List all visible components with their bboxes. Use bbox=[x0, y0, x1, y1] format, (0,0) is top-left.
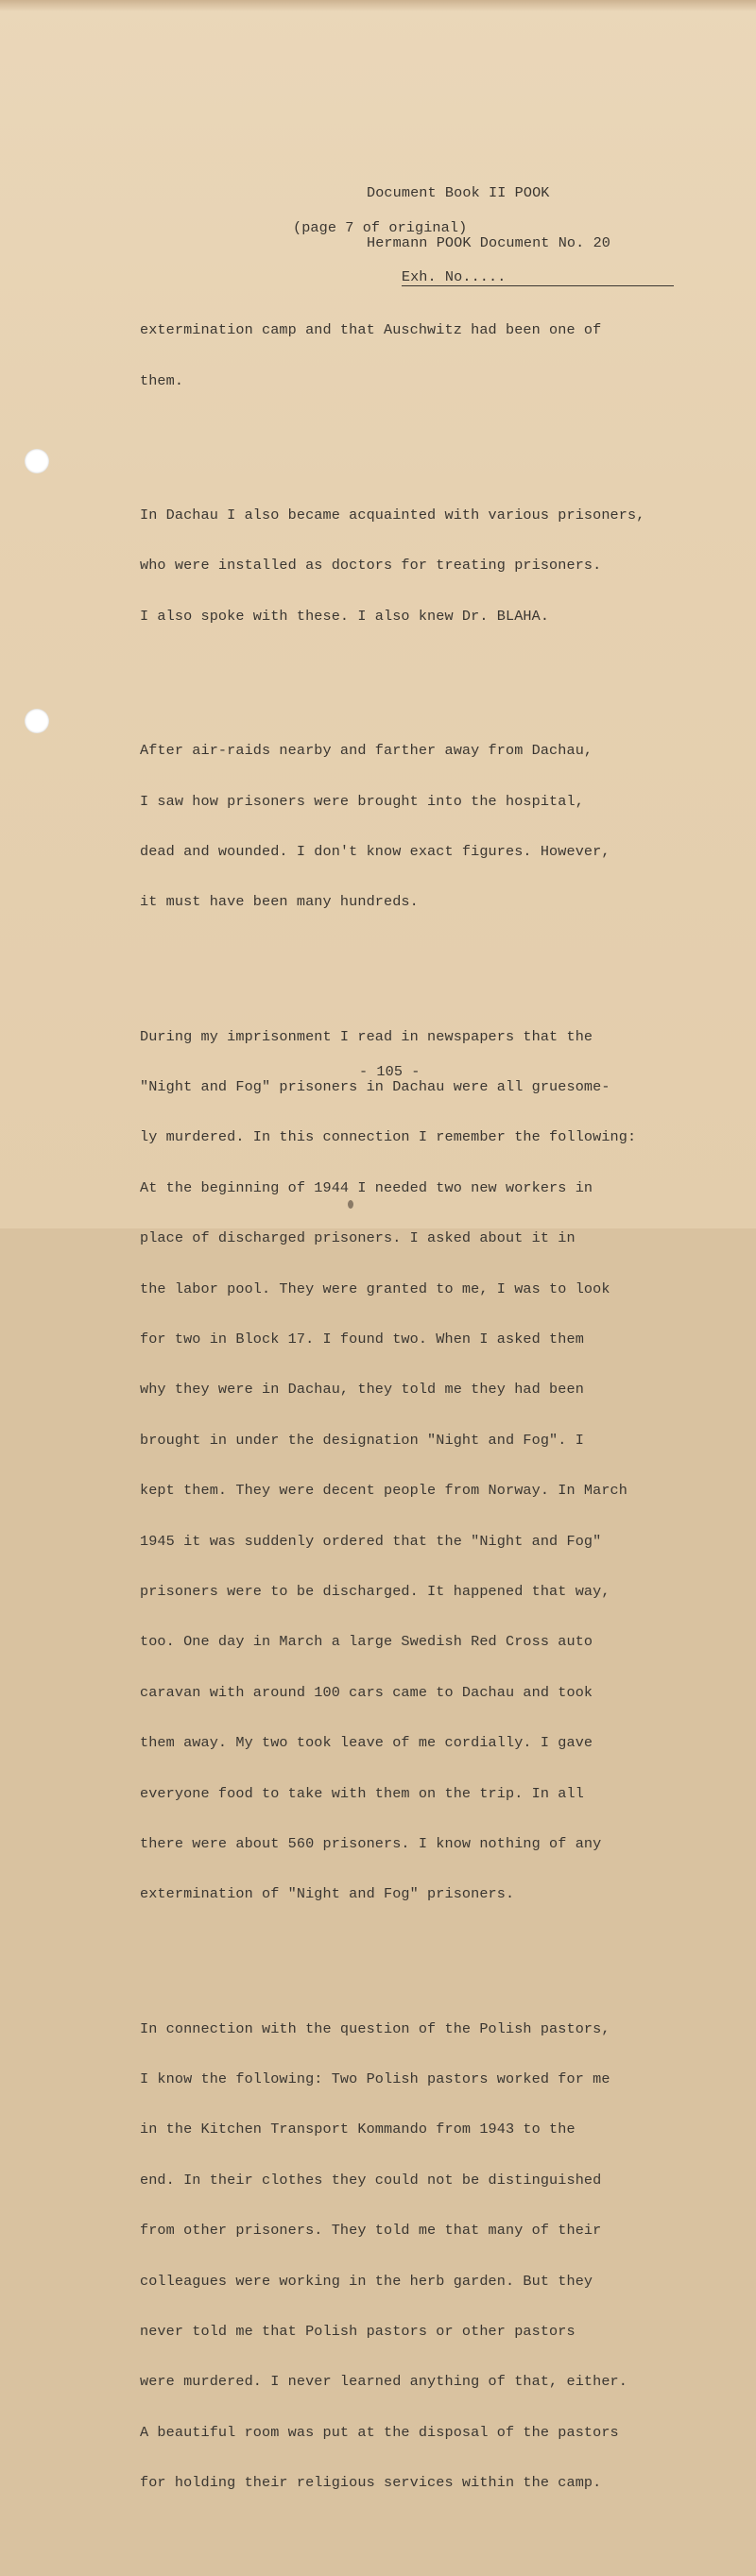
text-line: from other prisoners. They told me that many of their bbox=[140, 2222, 602, 2240]
text-line: end. In their clothes they could not be distinguished bbox=[140, 2171, 602, 2189]
paragraph bbox=[140, 473, 745, 659]
text-line: were murdered. I never learned anything of that, either. bbox=[140, 2373, 627, 2391]
text-line: never told me that Polish pastors or other pastors bbox=[140, 2323, 576, 2341]
text-line: place of discharged prisoners. I asked about it in bbox=[140, 1229, 576, 1247]
text-line: them. bbox=[140, 371, 184, 389]
text-line: the labor pool. They were granted to me, I was to look bbox=[140, 1279, 610, 1297]
header-document-book: Document Book II POOK bbox=[367, 183, 550, 201]
body-text bbox=[140, 255, 745, 2576]
paper-edge-shadow bbox=[0, 0, 756, 11]
page-number: - 105 - bbox=[359, 1063, 421, 1080]
text-line: everyone food to take with them on the trip. In all bbox=[140, 1784, 584, 1802]
text-line: "Night and Fog" prisoners in Dachau were all gruesome- bbox=[140, 1078, 610, 1096]
text-line: there were about 560 prisoners. I know nothing of any bbox=[140, 1834, 602, 1852]
text-line: extermination camp and that Auschwitz had been one of bbox=[140, 321, 602, 339]
paragraph bbox=[140, 1987, 745, 2526]
text-line: ly murdered. In this connection I remember the following: bbox=[140, 1128, 637, 1146]
text-line: for two in Block 17. I found two. When I asked them bbox=[140, 1331, 584, 1348]
text-line: A beautiful room was put at the disposal of the pastors bbox=[140, 2423, 619, 2441]
text-line: dead and wounded. I don't know exact figures. However, bbox=[140, 842, 610, 860]
text-line: 1945 it was suddenly ordered that the "Night and Fog" bbox=[140, 1532, 602, 1550]
text-line: In connection with the question of the Polish pastors, bbox=[140, 2019, 610, 2037]
text-line: During my imprisonment I read in newspapers that the bbox=[140, 1027, 593, 1045]
text-line: I also spoke with these. I also knew Dr. BLAHA. bbox=[140, 607, 550, 625]
text-line: who were installed as doctors for treating prisoners. bbox=[140, 557, 602, 575]
text-line: prisoners were to be discharged. It happened that way, bbox=[140, 1582, 610, 1600]
text-line: for holding their religious services within the camp. bbox=[140, 2474, 602, 2492]
text-line: extermination of "Night and Fog" prisoners. bbox=[140, 1885, 515, 1903]
punch-hole-lower bbox=[25, 709, 49, 733]
paragraph bbox=[140, 995, 745, 1937]
text-line: brought in under the designation "Night and Fog". I bbox=[140, 1431, 584, 1449]
text-line: it must have been many hundreds. bbox=[140, 893, 419, 911]
original-page-reference: (page 7 of original) bbox=[293, 219, 468, 236]
text-line: I saw how prisoners were brought into the hospital, bbox=[140, 792, 584, 810]
text-line: kept them. They were decent people from Norway. In March bbox=[140, 1482, 627, 1500]
text-line: After air-raids nearby and farther away from Dachau, bbox=[140, 742, 593, 760]
text-line: I know the following: Two Polish pastors worked for me bbox=[140, 2070, 610, 2088]
text-line: why they were in Dachau, they told me they had been bbox=[140, 1381, 584, 1399]
text-line: caravan with around 100 cars came to Dachau and took bbox=[140, 1683, 593, 1701]
text-line: too. One day in March a large Swedish Red Cross auto bbox=[140, 1633, 593, 1651]
header-document-number: Hermann POOK Document No. 20 bbox=[367, 233, 610, 251]
text-line: colleagues were working in the herb garden. But they bbox=[140, 2272, 593, 2290]
paragraph bbox=[140, 289, 745, 423]
paragraph bbox=[140, 710, 745, 945]
text-line: At the beginning of 1944 I needed two new workers in bbox=[140, 1178, 593, 1196]
header-exhibit-number: Exh. No..... bbox=[402, 269, 674, 287]
text-line: in the Kitchen Transport Kommando from 1943 to the bbox=[140, 2121, 576, 2138]
punch-hole-upper bbox=[25, 449, 49, 473]
text-line: them away. My two took leave of me cordially. I gave bbox=[140, 1734, 593, 1752]
text-line: In Dachau I also became acquainted with various prisoners, bbox=[140, 506, 645, 524]
